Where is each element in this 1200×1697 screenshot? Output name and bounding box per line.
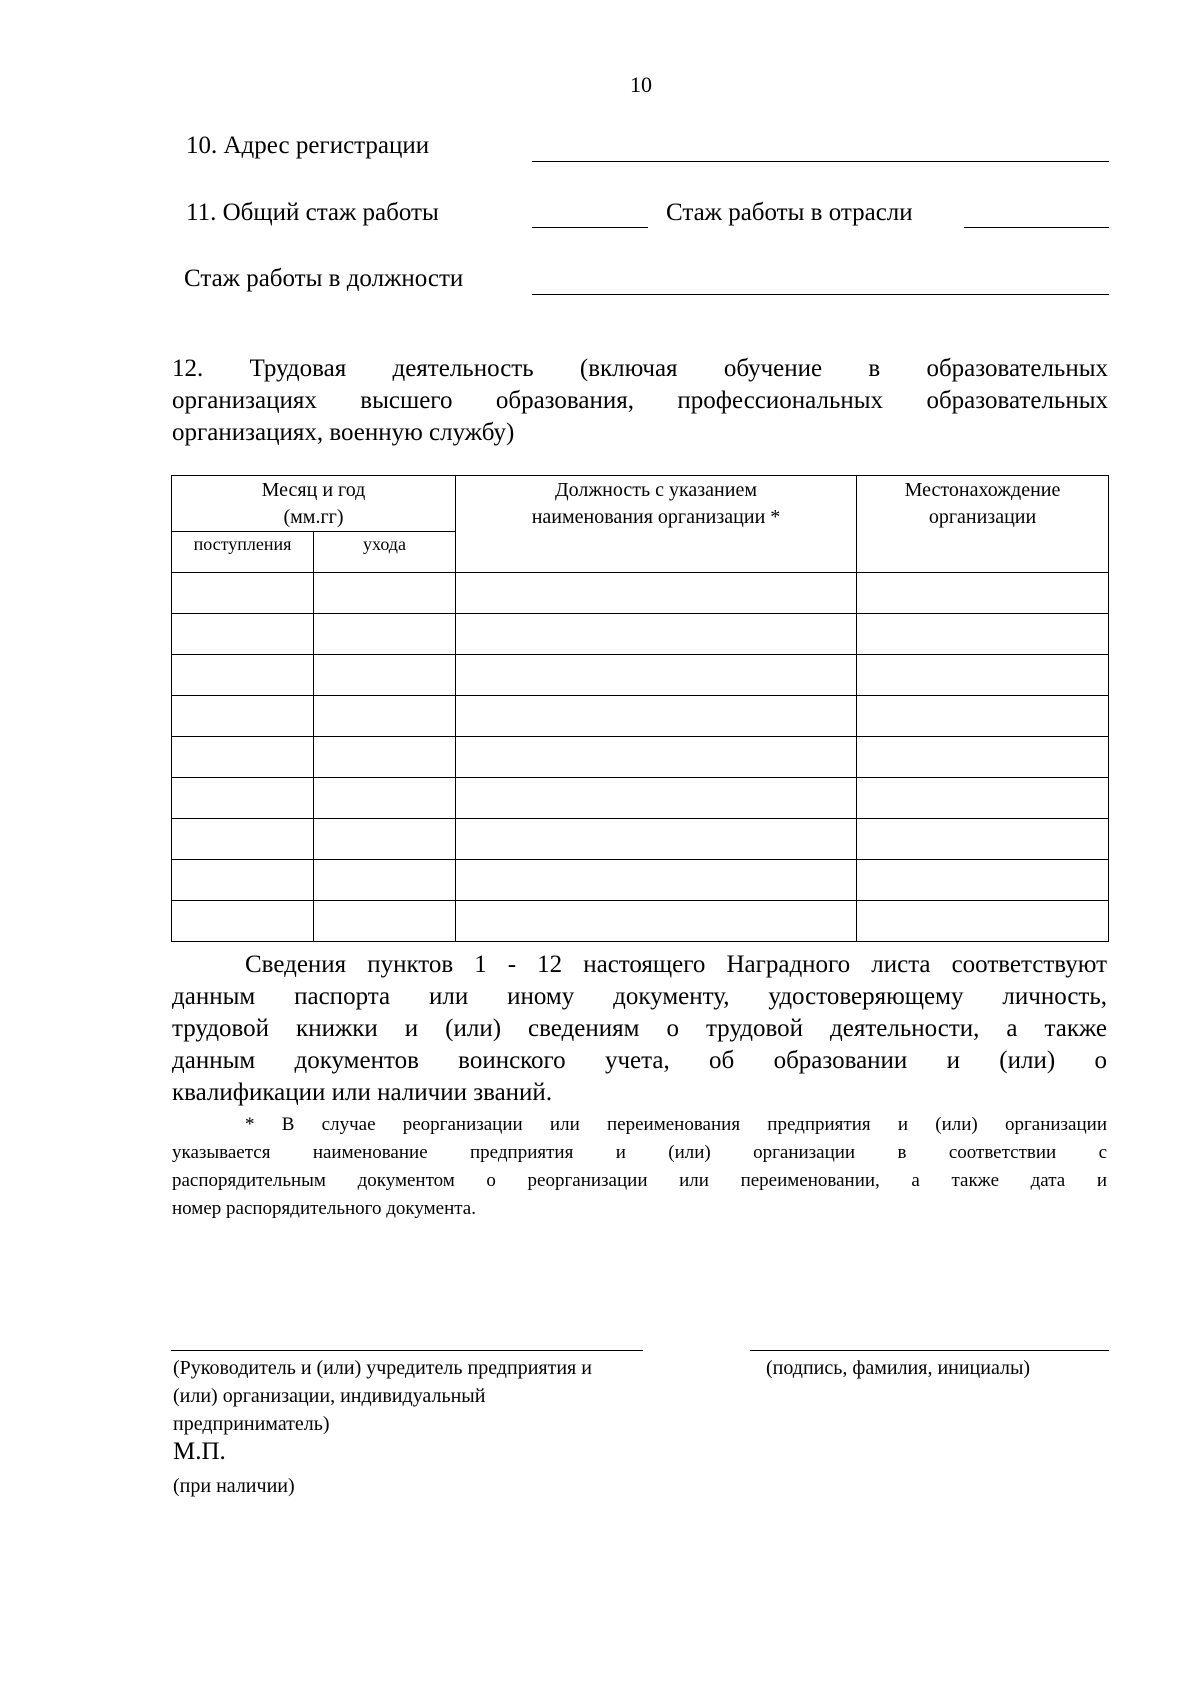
cell-exit-date[interactable] (314, 573, 456, 614)
cell-entry-date[interactable] (172, 901, 314, 942)
footnote-line: * В случае реорганизации или переименования предприятия и (или) организации (245, 1114, 1107, 1135)
attestation-line: Сведения пунктов 1 - 12 настоящего Наградного листа соответствуют (245, 951, 1107, 978)
footnote-line: номер распорядительного документа. (172, 1198, 476, 1219)
signature-caption: (подпись, фамилия, инициалы) (766, 1357, 1031, 1379)
cell-exit-date[interactable] (314, 819, 456, 860)
signatory-caption: (Руководитель и (или) учредитель предприятия и (или) организации, индивидуальный предприниматель) (173, 1357, 592, 1435)
cell-entry-date[interactable] (172, 819, 314, 860)
page-number: 10 (630, 72, 652, 97)
field-11-industry-label: Стаж работы в отрасли (666, 199, 913, 226)
table-row (172, 737, 1109, 778)
cell-exit-date[interactable] (314, 737, 456, 778)
cell-location[interactable] (857, 860, 1109, 901)
cell-position[interactable] (456, 573, 857, 614)
employment-table (171, 475, 1109, 942)
attestation-line: данным документов воинского учета, об образовании и (или) о (172, 1047, 1107, 1074)
table-row (172, 901, 1109, 942)
cell-location[interactable] (857, 819, 1109, 860)
position-experience-label: Стаж работы в должности (184, 265, 464, 292)
cell-entry-date[interactable] (172, 573, 314, 614)
position-experience-input-line[interactable] (532, 294, 1109, 295)
header-exit: ухода (314, 532, 456, 573)
header-position: Должность с указанием наименования организации * (456, 476, 857, 573)
footnote-line: распорядительным документом о реорганизации или переименовании, а также дата и (172, 1170, 1107, 1191)
cell-entry-date[interactable] (172, 860, 314, 901)
cell-position[interactable] (456, 696, 857, 737)
cell-exit-date[interactable] (314, 655, 456, 696)
header-entry: поступления (172, 532, 314, 573)
cell-exit-date[interactable] (314, 614, 456, 655)
field-11-industry-input-line[interactable] (964, 227, 1109, 228)
cell-entry-date[interactable] (172, 655, 314, 696)
section-12-heading (172, 353, 1108, 449)
section-12-line: 12. Трудовая деятельность (включая обучение в образовательных (172, 355, 1108, 382)
cell-position[interactable] (456, 860, 857, 901)
cell-position[interactable] (456, 614, 857, 655)
field-10-input-line[interactable] (532, 161, 1109, 162)
cell-location[interactable] (857, 614, 1109, 655)
cell-position[interactable] (456, 778, 857, 819)
cell-exit-date[interactable] (314, 901, 456, 942)
cell-entry-date[interactable] (172, 696, 314, 737)
section-12-line: организациях высшего образования, профессиональных образовательных (172, 387, 1108, 414)
cell-exit-date[interactable] (314, 778, 456, 819)
attestation-line: данным паспорта или иному документу, удостоверяющему личность, (172, 983, 1107, 1010)
cell-position[interactable] (456, 655, 857, 696)
cell-entry-date[interactable] (172, 737, 314, 778)
cell-location[interactable] (857, 737, 1109, 778)
attestation-line: квалификации или наличии званий. (172, 1079, 553, 1106)
signature-line[interactable] (750, 1350, 1109, 1351)
field-10-label: 10. Адрес регистрации (186, 132, 430, 159)
cell-exit-date[interactable] (314, 696, 456, 737)
cell-position[interactable] (456, 901, 857, 942)
cell-exit-date[interactable] (314, 860, 456, 901)
section-12-line: организациях, военную службу) (172, 419, 515, 446)
cell-location[interactable] (857, 696, 1109, 737)
cell-entry-date[interactable] (172, 778, 314, 819)
attestation-line: трудовой книжки и (или) сведениям о трудовой деятельности, а также (172, 1015, 1107, 1042)
cell-position[interactable] (456, 737, 857, 778)
cell-position[interactable] (456, 819, 857, 860)
cell-location[interactable] (857, 655, 1109, 696)
stamp-label: М.П. (173, 1438, 226, 1465)
header-location: Местонахождение организации (857, 476, 1109, 573)
table-row (172, 819, 1109, 860)
footnote (172, 1111, 1107, 1223)
field-11-label: 11. Общий стаж работы (186, 199, 439, 226)
table-row (172, 696, 1109, 737)
cell-entry-date[interactable] (172, 614, 314, 655)
signatory-line[interactable] (171, 1350, 643, 1351)
cell-location[interactable] (857, 901, 1109, 942)
table-row (172, 614, 1109, 655)
table-row (172, 860, 1109, 901)
table-row (172, 573, 1109, 614)
field-11-total-input-line[interactable] (532, 227, 648, 228)
attestation-paragraph (172, 949, 1107, 1109)
table-row (172, 778, 1109, 819)
cell-location[interactable] (857, 573, 1109, 614)
footnote-line: указывается наименование предприятия и (или) организации в соответствии с (172, 1142, 1107, 1163)
header-month-year: Месяц и год (мм.гг) (172, 476, 456, 532)
cell-location[interactable] (857, 778, 1109, 819)
table-row (172, 655, 1109, 696)
stamp-note: (при наличии) (173, 1475, 295, 1497)
